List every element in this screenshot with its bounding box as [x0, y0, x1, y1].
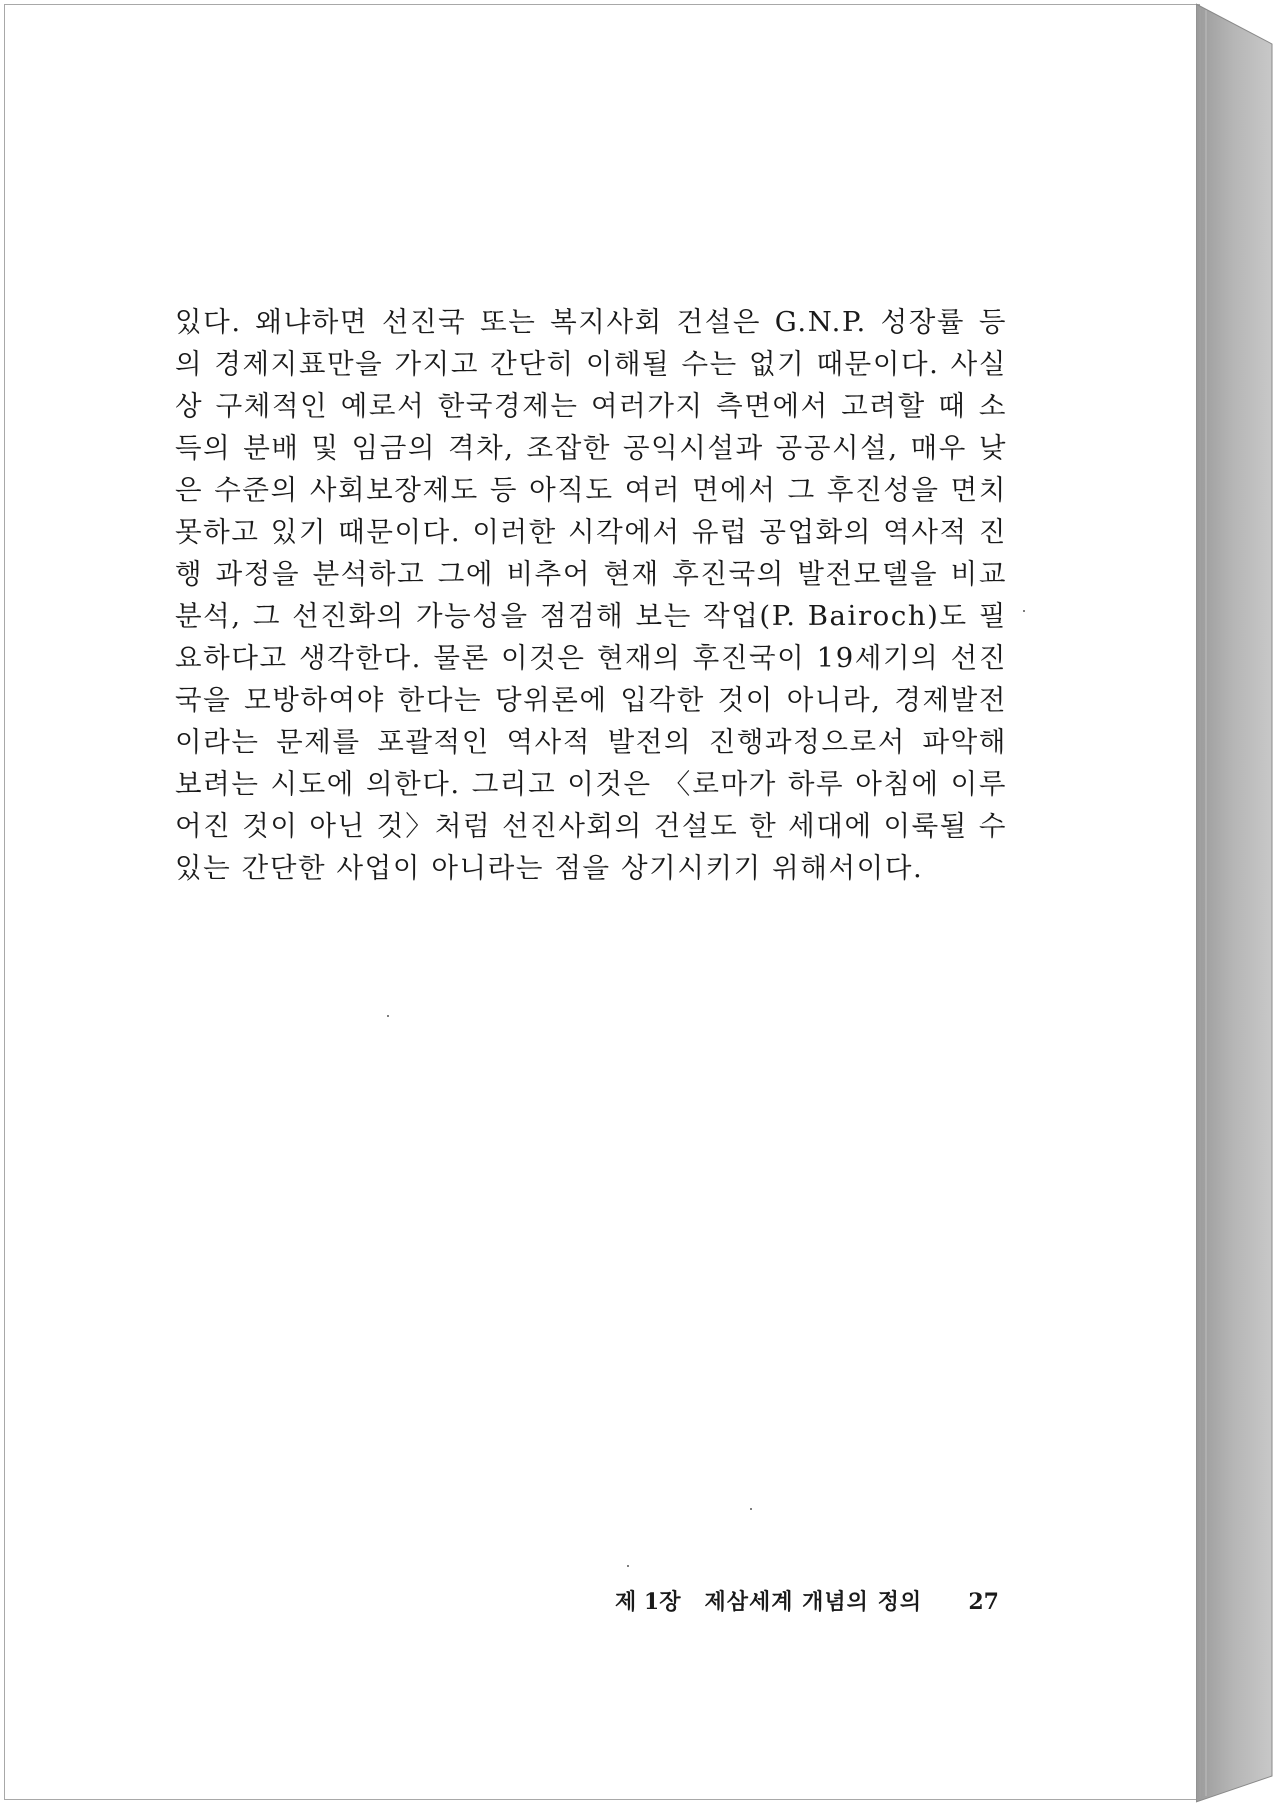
footer-chapter-title: 제삼세계 개념의 정의 — [704, 1589, 923, 1615]
scan-speck — [1023, 610, 1025, 612]
page-number: 27 — [968, 1589, 999, 1615]
scan-speck — [387, 1015, 389, 1017]
scan-speck — [627, 1565, 629, 1567]
scan-speck — [750, 1508, 752, 1510]
book-page — [4, 4, 1200, 1800]
running-footer — [615, 1585, 999, 1616]
book-thickness-edge — [1196, 0, 1276, 1806]
footer-chapter: 제 1장 — [615, 1589, 681, 1615]
body-paragraph: 있다. 왜냐하면 선진국 또는 복지사회 건설은 G.N.P. 성장률 등의 경제지표만을 가지고 간단히 이해될 수는 없기 때문이다. 사실상 구체적인 예로서 한국경제는 여러가지 측면에서 고려할 때 소득의 분배 및 임금의 격차, 조잡한 공익시설과 공공시설, 매우 낮은 수준의 사회보장제도 등 아직도 여러 면에서 그 후진성을 면치 못하고 있기 때문이다. 이러한 시각에서 유럽 공업화의 역사적 진행 과정을 분석하고 그에 비추어 현재 후진국의 발전모델을 비교분석, 그 선진화의 가능성을 점검해 보는 작업(P. Bairoch)도 필요하다고 생각한다. 물론 이것은 현재의 후진국이 19세기의 선진국을 모방하여야 한다는 당위론에 입각한 것이 아니라, 경제발전이라는 문제를 포괄적인 역사적 발전의 진행과정으로서 파악해 보려는 시도에 의한다. 그리고 이것은 〈로마가 하루 아침에 이루어진 것이 아닌 것〉처럼 선진사회의 건설도 한 세대에 이룩될 수 있는 간단한 사업이 아니라는 점을 상기시키기 위해서이다. — [175, 306, 1007, 884]
